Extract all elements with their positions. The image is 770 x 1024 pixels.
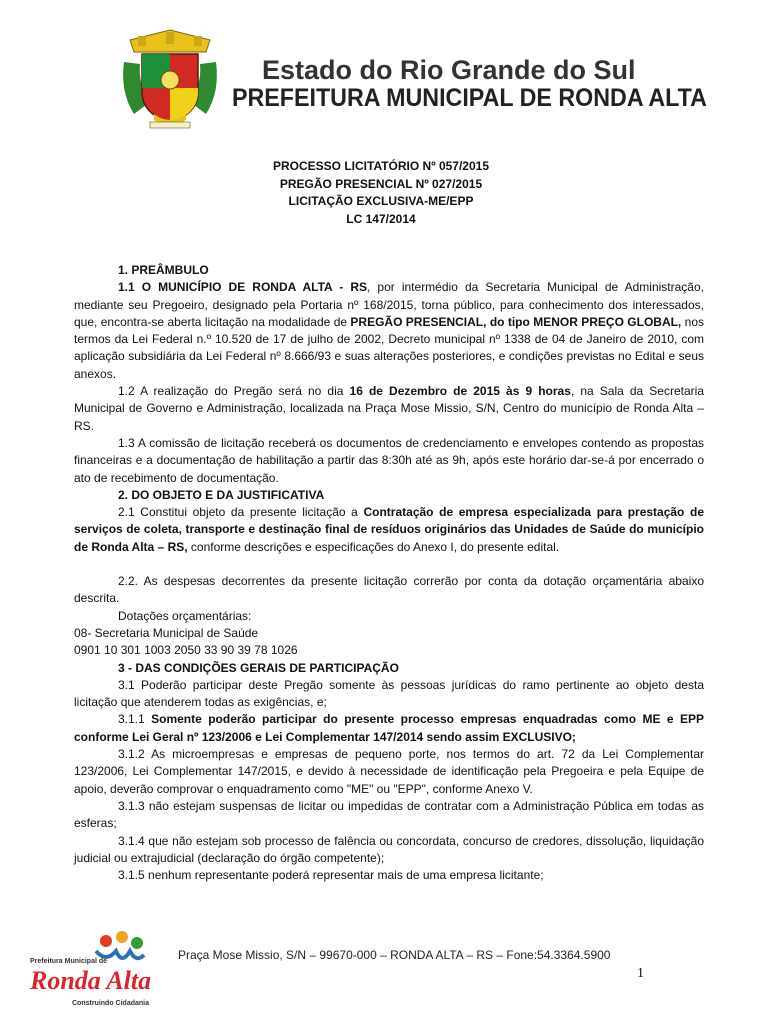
section-heading: 1. PREÂMBULO (118, 263, 209, 277)
budget-line-1: 08- Secretaria Municipal de Saúde (74, 625, 259, 640)
logo-top-text: Prefeitura Municipal de (30, 958, 108, 965)
paragraph-3-1-1: 3.1.1 Somente poderão participar do presente processo empresas enquadradas como ME e EPP conforme Lei Geral nº 123/2006 e Lei Complementar 147/2014 sendo assim EXCLUSIVO; (74, 712, 704, 744)
paragraph-3-1: 3.1 Poderão participar deste Pregão somente às pessoas jurídicas do ramo pertinente ao objeto desta licitação que atenderem todas as exigências, e; (74, 677, 704, 710)
municipal-coat-of-arms (120, 22, 220, 132)
exclusive-bidding: LICITAÇÃO EXCLUSIVA-ME/EPP (288, 194, 474, 208)
logo-main-text: Ronda Alta (30, 966, 152, 995)
letterhead (0, 0, 770, 140)
paragraph-3-1-2: 3.1.2 As microempresas e empresas de pequeno porte, nos termos do art. 72 da Lei Complementar 123/2006, Lei Complementar 147/2015, e devido à necessidade de identificação pela Pregoeira e pela Equipe de apoio, deverão comprovar o enquadramento como "ME" ou "EPP", conforme Anexo V. (74, 747, 704, 796)
page-number: 1 (637, 966, 644, 981)
spacer (74, 556, 704, 573)
section-heading: 3 - DAS CONDIÇÕES GERAIS DE PARTICIPAÇÃO (118, 660, 399, 675)
budget-line-2: 0901 10 301 1003 2050 33 90 39 78 1026 (74, 643, 298, 658)
paragraph-3-1-5: 3.1.5 nenhum representante poderá representar mais de uma empresa licitante; (118, 868, 544, 883)
prefeitura-name: PREFEITURA MUNICIPAL DE RONDA ALTA (232, 84, 707, 112)
logo-sub-text: Construindo Cidadania (72, 1000, 149, 1007)
pregao-number: PREGÃO PRESENCIAL Nº 027/2015 (279, 176, 483, 191)
document-body (74, 262, 704, 884)
paragraph-3-1-4: 3.1.4 que não estejam sob processo de falência ou concordata, concurso de credores, dissolução, liquidação judicial ou extrajudicial (declaração do órgão competente); (74, 833, 704, 865)
paragraph-2-1: 2.1 Constitui objeto da presente licitação a Contratação de empresa especializada para prestação de serviços de coleta, transporte e destinação final de resíduos originários das Unidades de Saúde do município de Ronda Alta – RS, conforme descrições e especificações do Anexo I, do presente edital. (74, 505, 705, 554)
budget-label: Dotações orçamentárias: (118, 608, 252, 623)
paragraph-1-2: 1.2 A realização do Pregão será no dia 16 de Dezembro de 2015 às 9 horas, na Sala da Secretaria Municipal de Governo e Administração, localizada na Praça Mose Missio, S/N, Centro do município de Ronda Alta – RS. (74, 384, 704, 433)
process-number: PROCESSO LICITATÓRIO Nº 057/2015 (273, 159, 489, 173)
section-heading: 2. DO OBJETO E DA JUSTIFICATIVA (118, 487, 325, 502)
state-name: Estado do Rio Grande do Sul (262, 55, 636, 85)
document-titles (0, 158, 770, 228)
paragraph-3-1-3: 3.1.3 não estejam suspensas de licitar ou impedidas de contratar com a Administração Pública em todas as esferas; (74, 798, 704, 831)
paragraph-1-1: 1.1 O MUNICÍPIO DE RONDA ALTA - RS, por intermédio da Secretaria Municipal de Administração, mediante seu Pregoeiro, designado pela Portaria nº 168/2015, torna público, para conhecimento dos interessados, que, encontra-se aberta licitação na modalidade de PREGÃO PRESENCIAL, do tipo MENOR PREÇO GLOBAL, nos termos da Lei Federal n.º 10.520 de 17 de julho de 2002, Decreto municipal nº 1338 de 04 de Janeiro de 2010, com aplicação subsidiária da Lei Federal nº 8.666/93 e suas alterações posteriores, e condições previstas no Edital e seus anexos. (74, 280, 704, 381)
ronda-alta-logo (26, 925, 166, 1015)
footer-address: Praça Mose Missio, S/N – 99670-000 – RONDA ALTA – RS – Fone:54.3364.5900 (178, 948, 611, 962)
paragraph-1-3: 1.3 A comissão de licitação receberá os documentos de credenciamento e envelopes contendo as propostas financeiras e a documentação de habilitação a partir das 8:30h até as 9h, após este horário dar-se-á por encerrado o ato de recebimento de documentação. (74, 435, 704, 485)
paragraph-2-2: 2.2. As despesas decorrentes da presente licitação correrão por conta da dotação orçamentária abaixo descrita. (74, 574, 704, 606)
lc-reference: LC 147/2014 (346, 211, 416, 226)
